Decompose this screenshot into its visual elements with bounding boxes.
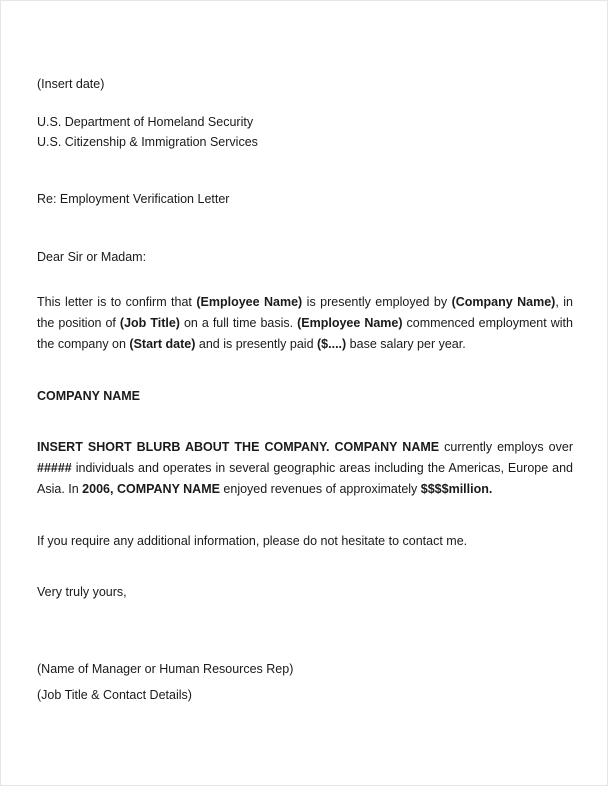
paragraph-text: enjoyed revenues of approximately	[219, 482, 421, 496]
paragraph-text: commenced employment with the company on	[37, 316, 573, 351]
employee-count-placeholder: #####	[37, 461, 72, 475]
employee-name-placeholder: (Employee Name)	[297, 316, 403, 330]
employee-name-placeholder: (Employee Name)	[196, 295, 303, 309]
paragraph-text: and is presently paid	[195, 337, 318, 351]
salary-placeholder: ($....)	[317, 337, 347, 351]
letter-salutation: Dear Sir or Madam:	[37, 250, 147, 264]
company-name-placeholder: COMPANY NAME	[116, 482, 220, 496]
company-heading-text: COMPANY NAME	[37, 389, 141, 403]
letter-date: (Insert date)	[37, 77, 105, 91]
company-heading	[37, 389, 573, 404]
job-title-placeholder: (Job Title)	[119, 316, 180, 330]
closing-request: If you require any additional information, please do not hesitate to contact me.	[37, 534, 468, 548]
recipient-line-2: U.S. Citizenship & Immigration Services	[37, 135, 258, 149]
company-name-placeholder: (Company Name)	[451, 295, 556, 309]
company-blurb-paragraph	[37, 437, 573, 500]
revenue-placeholder: $$$$million.	[420, 482, 493, 496]
paragraph-text: on a full time basis.	[179, 316, 298, 330]
paragraph-text: individuals and operates in several geographic areas including the Americas, Europe and Asia. In	[37, 461, 573, 496]
paragraph-text: , in the position of	[37, 295, 573, 330]
paragraph-text: currently employs over	[439, 440, 573, 454]
signer-name: (Name of Manager or Human Resources Rep)	[37, 662, 294, 676]
paragraph-text: is presently employed by	[302, 295, 452, 309]
start-date-placeholder: (Start date)	[129, 337, 196, 351]
signer-title: (Job Title & Contact Details)	[37, 688, 192, 702]
letter-subject: Re: Employment Verification Letter	[37, 192, 230, 206]
recipient-line-1: U.S. Department of Homeland Security	[37, 115, 254, 129]
paragraph-text: This letter is to confirm that	[37, 295, 197, 309]
company-blurb-placeholder: INSERT SHORT BLURB ABOUT THE COMPANY. COMPANY NAME	[37, 440, 440, 454]
paragraph-text: base salary per year.	[346, 337, 466, 351]
confirmation-paragraph	[37, 292, 573, 355]
letter-closing: Very truly yours,	[37, 585, 127, 599]
year-value: 2006,	[82, 482, 114, 496]
